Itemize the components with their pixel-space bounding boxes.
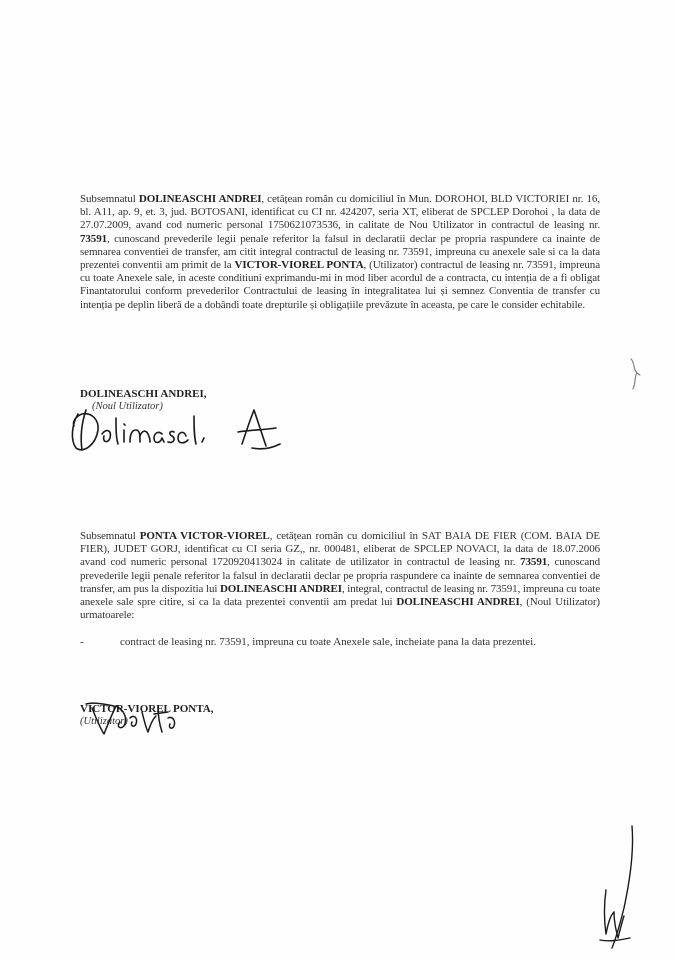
new-user-name: DOLINEASCHI ANDREI <box>219 582 342 595</box>
text-segment: , integral, contractul de leasing nr. 73591, impreuna cu toate anexele sale spre citire, si ca la data prezentei conventii am predat lui <box>80 582 600 609</box>
list-item <box>80 636 620 648</box>
declaration-paragraph-user <box>80 530 600 622</box>
list-dash: - <box>80 636 84 648</box>
text-segment: Subsemnatul <box>80 193 139 205</box>
user-name: PONTA VICTOR-VIOREL <box>139 530 270 542</box>
text-segment: Subsemnatul <box>80 530 140 542</box>
text-segment: , (Utilizator) contractul de leasing nr. 73591, impreuna cu toate Anexele sale, in aceste conditiuni exprimandu-mi in mod liber acordul de a contracta, cu intenția de a fi obligat Finantatorului conform prevederilor Contractului de leasing în integralitatea lui și semnez Conventia de transfer cu intenția pe deplin liberă de a dobândi toate drepturile și obligațiile prevăzute în aceasta, pe care le consider echitabile. <box>80 259 600 311</box>
list-item-text: contract de leasing nr. 73591, impreuna cu toate Anexele sale, incheiate pana la data prezentei. <box>120 636 536 648</box>
margin-initials <box>590 820 660 955</box>
signature-name-user: VICTOR-VIOREL PONTA, <box>80 703 214 715</box>
previous-user-name: VICTOR-VIOREL PONTA <box>234 259 364 272</box>
text-segment: , (Noul Utilizator) urmatoarele: <box>80 596 600 622</box>
contract-number: 73591 <box>80 232 108 245</box>
handwritten-signature-user <box>84 698 184 738</box>
new-user-name: DOLINEASCHI ANDREI <box>138 193 262 205</box>
text-segment: , cunoscand prevederile legii penale referitor la falsul in declaratii declar pe propria raspundere ca inainte de semnarea conventiei de transfer, am citit integral contractul de leasing nr. 73591, impreuna cu anexele sale si ca la data prezentei conventii am primit de la <box>80 232 600 272</box>
contract-number: 73591 <box>520 556 548 569</box>
signature-role-new-user: (Noul Utilizator) <box>92 401 163 412</box>
signature-name-new-user: DOLINEASCHI ANDREI, <box>80 388 207 400</box>
signature-role-user: (Utilizator) <box>80 716 128 727</box>
text-segment: , cetățean român cu domiciliul în SAT BAIA DE FIER (COM. BAIA DE FIER), JUDET GORJ, identificat cu CI seria GZ,, nr. 000481, eliberat de SPCLEP NOVACI, la data de 18.07.2006 avand cod numeric personal 1720920413024 in calitate de utilizator in contractul de leasing nr. <box>80 530 600 569</box>
text-segment: , cetățean român cu domiciliul în Mun. DOROHOI, BLD VICTORIEI nr. 16, bl. A11, ap. 9, et. 3, jud. BOTOSANI, identificat cu CI nr. 424207, seria XT, eliberat de SPCLEP Dorohoi , la data de 27.07.2009, avand cod numeric personal 1750621073536, in calitate de Nou Utilizator in contractul de leasing nr. <box>80 193 600 232</box>
new-user-name: DOLINEASCHI ANDREI <box>396 596 520 609</box>
margin-mark <box>625 355 645 395</box>
handwritten-signature-new-user <box>66 400 296 456</box>
text-segment: , cunoscand prevederile legii penale referitor la falsul in declaratii declar pe propria raspundere ca inainte de semnarea conventiei de transfer, am pus la dispozitia lui <box>80 556 601 595</box>
declaration-paragraph-new-user <box>80 193 600 312</box>
